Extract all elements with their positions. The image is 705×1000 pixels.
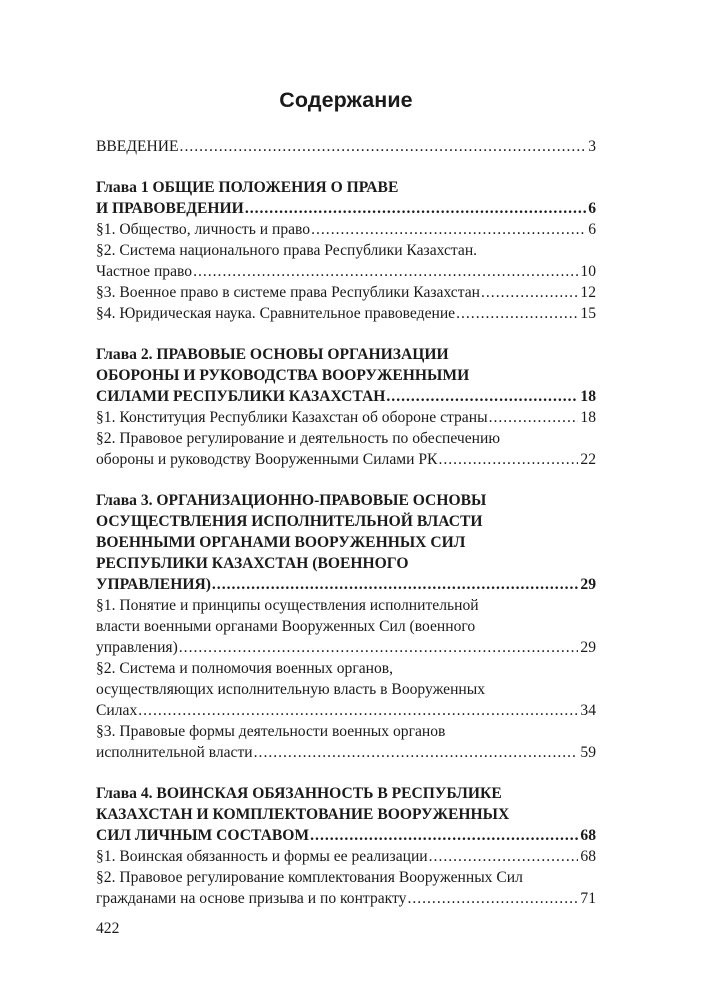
toc-section-entry[interactable] [96,428,596,470]
toc-section-entry[interactable] [96,219,596,240]
entry-title-line: Силах [96,702,138,719]
chapter-block [96,344,596,470]
toc-entry-intro[interactable] [96,136,596,157]
entry-title-line: §4. Юридическая наука. Сравнительное правоведение [96,305,456,322]
page-ref: 34 [580,702,596,719]
toc-section-entry[interactable] [96,303,596,324]
entry-title-line: СИЛ ЛИЧНЫМ СОСТАВОМ [96,827,310,844]
page-title: Содержание [279,88,413,112]
entry-title-line: власти военными органами Вооруженных Сил (военного [96,618,476,635]
entry-title-line: §3. Правовые формы деятельности военных органов [96,723,446,740]
entry-title-line: КАЗАХСТАН И КОМПЛЕКТОВАНИЕ ВООРУЖЕННЫХ [96,806,510,823]
toc-section-entry[interactable] [96,407,596,428]
spacer [96,763,596,783]
entry-title-line: §2. Система национального права Республики Казахстан. [96,242,478,259]
entry-title-line: обороны и руководству Вооруженными Силами РК [96,451,438,468]
entry-title-line: ОБОРОНЫ И РУКОВОДСТВА ВООРУЖЕННЫМИ [96,367,470,384]
chapter-block [96,177,596,324]
dot-leader [429,846,579,867]
page-ref: 3 [588,138,596,155]
spacer [96,470,596,490]
dot-leader [193,261,578,282]
entry-title-line: СИЛАМИ РЕСПУБЛИКИ КАЗАХСТАН [96,388,386,405]
entry-last-line [96,700,596,721]
dot-leader [386,386,578,407]
page-ref: 12 [580,284,596,301]
page-ref: 22 [580,451,596,468]
page-number: 422 [96,920,120,937]
toc-section-entry[interactable] [96,595,596,658]
entry-title-line: осуществляющих исполнительную власть в Вооруженных [96,681,486,698]
entry-title-line: И ПРАВОВЕДЕНИИ [96,200,244,217]
entry-last-line [96,261,596,282]
spacer [96,157,596,177]
page-ref: 15 [580,305,596,322]
entry-title-line: РЕСПУБЛИКИ КАЗАХСТАН (ВОЕННОГО [96,555,409,572]
entry-title-line: УПРАВЛЕНИЯ) [96,576,211,593]
toc-section-entry[interactable] [96,240,596,282]
entry-last-line [96,574,596,595]
dot-leader [179,637,579,658]
entry-title-line: Глава 1 ОБЩИЕ ПОЛОЖЕНИЯ О ПРАВЕ [96,179,399,196]
page-ref: 68 [580,848,596,865]
dot-leader [245,198,586,219]
toc-chapter-heading[interactable] [96,783,596,846]
entry-last-line [96,742,596,763]
chapter-block [96,783,596,909]
dot-leader [180,136,587,157]
entry-last-line [96,282,596,303]
entry-last-line [96,303,596,324]
page-ref: 6 [588,221,596,238]
entry-last-line [96,219,596,240]
spacer [96,324,596,344]
entry-last-line [96,449,596,470]
entry-title-line: ВВЕДЕНИЕ [96,138,179,155]
toc-section-entry[interactable] [96,282,596,303]
toc-chapter-heading[interactable] [96,490,596,595]
entry-title-line: исполнительной власти [96,744,253,761]
page-ref: 29 [580,576,596,593]
entry-title-line: §1. Понятие и принципы осуществления исполнительной [96,597,479,614]
entry-last-line [96,637,596,658]
dot-leader [456,303,578,324]
page-ref: 68 [580,827,596,844]
page-ref: 6 [588,200,596,217]
page-ref: 29 [580,639,596,656]
page-ref: 59 [580,744,596,761]
dot-leader [254,742,579,763]
entry-title-line: §1. Общество, личность и право [96,221,311,238]
chapter-block [96,490,596,763]
dot-leader [438,449,578,470]
entry-title-line: гражданами на основе призыва и по контракту [96,890,407,907]
page-ref: 18 [580,388,596,405]
entry-last-line [96,198,596,219]
entry-title-line: Глава 4. ВОИНСКАЯ ОБЯЗАННОСТЬ В РЕСПУБЛИКЕ [96,785,502,802]
entry-title-line: §2. Правовое регулирование комплектования Вооруженных Сил [96,869,523,886]
entry-title-line: Глава 2. ПРАВОВЫЕ ОСНОВЫ ОРГАНИЗАЦИИ [96,346,449,363]
entry-title-line: §2. Правовое регулирование и деятельность по обеспечению [96,430,500,447]
dot-leader [481,282,578,303]
page-ref: 18 [580,409,596,426]
page-ref: 10 [580,263,596,280]
dot-leader [212,574,579,595]
entry-title-line: Глава 3. ОРГАНИЗАЦИОННО-ПРАВОВЫЕ ОСНОВЫ [96,492,487,509]
entry-last-line [96,136,596,157]
dot-leader [489,407,579,428]
entry-last-line [96,888,596,909]
toc-chapter-heading[interactable] [96,344,596,407]
toc-section-entry[interactable] [96,846,596,867]
entry-title-line: §3. Военное право в системе права Республики Казахстан [96,284,480,301]
entry-last-line [96,386,596,407]
entry-title-line: ВОЕННЫМИ ОРГАНАМИ ВООРУЖЕННЫХ СИЛ [96,534,466,551]
entry-last-line [96,846,596,867]
entry-title-line: ОСУЩЕСТВЛЕНИЯ ИСПОЛНИТЕЛЬНОЙ ВЛАСТИ [96,513,483,530]
toc-section-entry[interactable] [96,867,596,909]
dot-leader [311,219,586,240]
entry-last-line [96,407,596,428]
toc-section-entry[interactable] [96,658,596,721]
toc-section-entry[interactable] [96,721,596,763]
dot-leader [407,888,578,909]
entry-title-line: §1. Конституция Республики Казахстан об обороне страны [96,409,488,426]
entry-title-line: §1. Воинская обязанность и формы ее реализации [96,848,428,865]
table-of-contents [96,136,596,909]
toc-chapter-heading[interactable] [96,177,596,219]
dot-leader [310,825,578,846]
entry-title-line: управления) [96,639,178,656]
entry-last-line [96,825,596,846]
entry-title-line: §2. Система и полномочия военных органов, [96,660,394,677]
page-ref: 71 [580,890,596,907]
entry-title-line: Частное право [96,263,193,280]
dot-leader [138,700,578,721]
